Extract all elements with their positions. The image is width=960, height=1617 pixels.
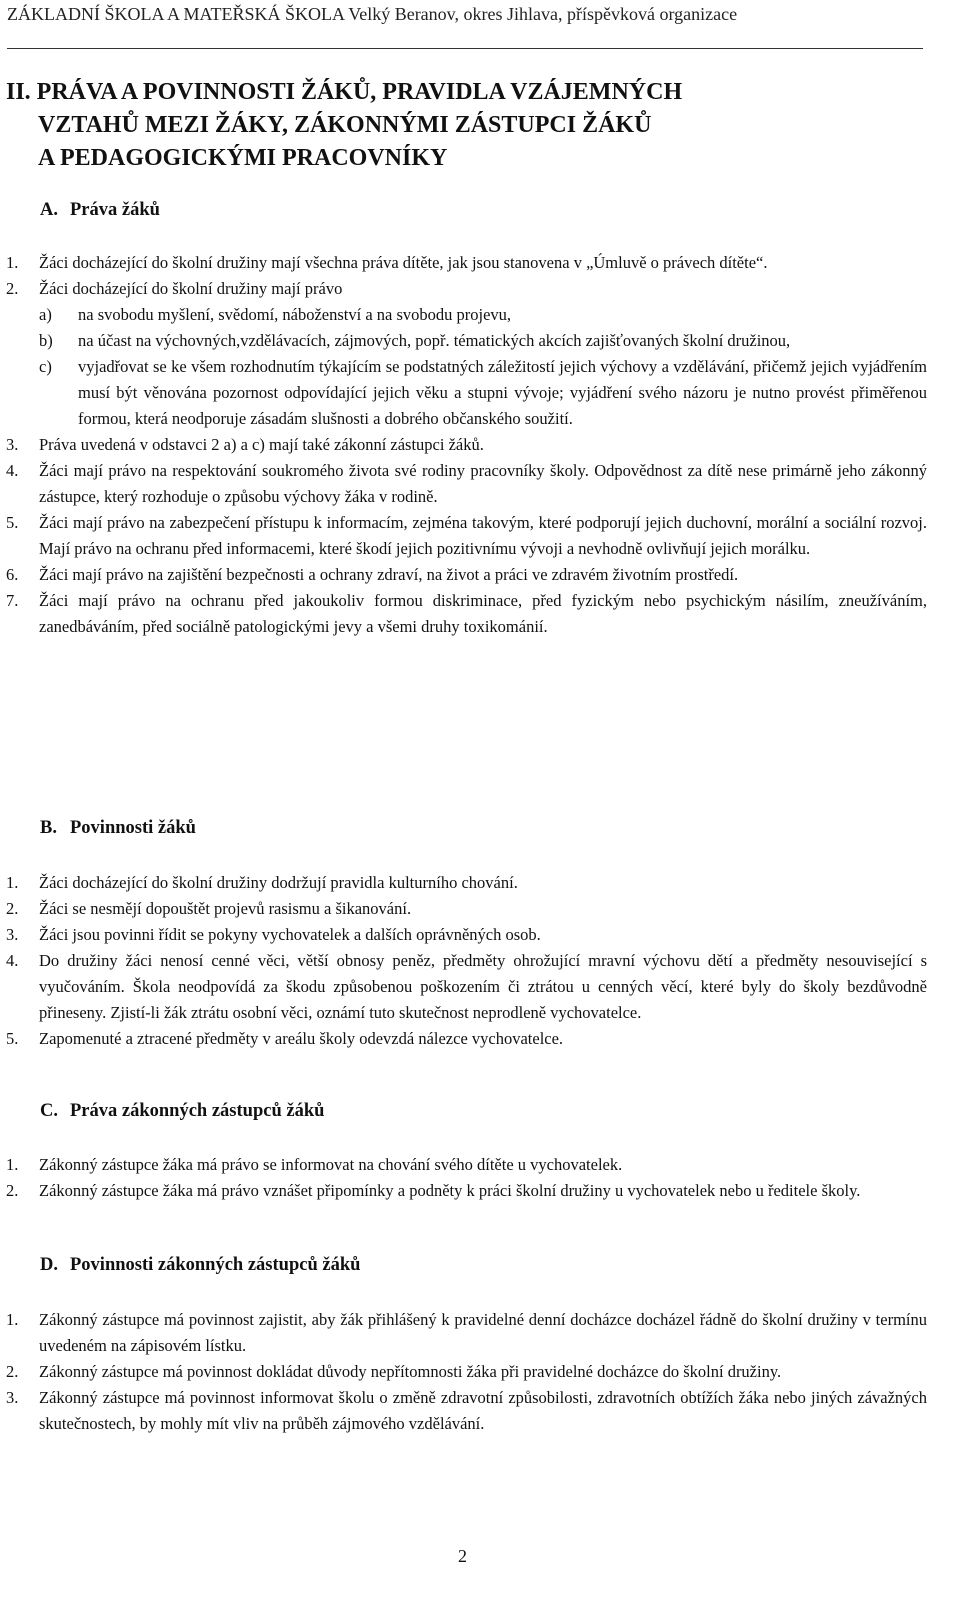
sub-item-letter: a) bbox=[39, 305, 52, 324]
section-a-letter: A. bbox=[40, 200, 58, 220]
item-number: 4. bbox=[6, 461, 19, 480]
sub-item bbox=[39, 328, 927, 354]
item-number: 5. bbox=[6, 513, 19, 532]
item-text: Do družiny žáci nenosí cenné věci, větší obnosy peněz, předměty ohrožující mravní výchovu dětí a předměty nesouvisející s vyučováním. Škola neodpovídá za škodu způsobenou poškozením či ztrátou u cenných věcí, které byly do školy bezdůvodně přineseny. Zjistí-li žák ztrátu osobní věci, oznámí tuto skutečnost neprodleně vychovatelce. bbox=[39, 951, 927, 1022]
list-item bbox=[0, 1307, 927, 1359]
list-item bbox=[0, 588, 927, 640]
item-number: 1. bbox=[6, 873, 19, 892]
list-item bbox=[0, 870, 927, 896]
item-number: 3. bbox=[6, 1388, 19, 1407]
section-c-heading bbox=[40, 1101, 324, 1122]
chapter-title-line-1: II. PRÁVA A POVINNOSTI ŽÁKŮ, PRAVIDLA VZÁJEMNÝCH bbox=[6, 79, 683, 105]
sub-item-text: na účast na výchovných,vzdělávacích, zájmových, popř. tématických akcích zajišťovaných školní družinou, bbox=[78, 331, 791, 350]
item-number: 1. bbox=[6, 1310, 19, 1329]
item-number: 7. bbox=[6, 591, 19, 610]
item-text: Zákonný zástupce žáka má právo vznášet připomínky a podněty k práci školní družiny u vychovatelek nebo u ředitele školy. bbox=[39, 1181, 861, 1200]
item-number: 5. bbox=[6, 1029, 19, 1048]
item-text: Žáci mají právo na ochranu před jakoukoliv formou diskriminace, před fyzickým nebo psychickým násilím, zneužíváním, zanedbáváním, před sociálně patologickými jevy a všemi druhy toxikománií. bbox=[39, 591, 927, 636]
section-a-title: Práva žáků bbox=[70, 200, 160, 220]
sub-item-letter: b) bbox=[39, 331, 53, 350]
list-item bbox=[0, 562, 927, 588]
section-b-list bbox=[0, 870, 960, 1052]
list-item bbox=[0, 432, 927, 458]
list-item bbox=[0, 250, 927, 276]
chapter-title-line-3: A PEDAGOGICKÝMI PRACOVNÍKY bbox=[38, 145, 448, 171]
page-number: 2 bbox=[458, 1546, 467, 1566]
chapter-title-line-2: VZTAHŮ MEZI ŽÁKY, ZÁKONNÝMI ZÁSTUPCI ŽÁKŮ bbox=[38, 112, 652, 138]
item-text: Žáci docházející do školní družiny mají právo bbox=[39, 279, 343, 298]
item-text: Žáci mají právo na zajištění bezpečnosti a ochrany zdraví, na život a práci ve zdravém životním prostředí. bbox=[39, 565, 739, 584]
item-text: Žáci mají právo na respektování soukromého života své rodiny pracovníky školy. Odpovědnost za dítě nese primárně jeho zákonný zástupce, který rozhoduje o způsobu výchovy žáka v rodině. bbox=[39, 461, 927, 506]
header-rule bbox=[7, 48, 923, 49]
item-text: Práva uvedená v odstavci 2 a) a c) mají také zákonní zástupci žáků. bbox=[39, 435, 484, 454]
item-text: Zákonný zástupce žáka má právo se informovat na chování svého dítěte u vychovatelek. bbox=[39, 1155, 623, 1174]
list-item bbox=[0, 948, 927, 1026]
section-b-heading bbox=[40, 818, 196, 839]
list-item bbox=[0, 1178, 927, 1204]
item-number: 3. bbox=[6, 435, 19, 454]
item-number: 3. bbox=[6, 925, 19, 944]
item-text: Zákonný zástupce má povinnost zajistit, aby žák přihlášený k pravidelné denní docházce docházel řádně do školní družiny v termínu uvedeném na zápisovém lístku. bbox=[39, 1310, 927, 1355]
sub-item bbox=[39, 354, 927, 432]
item-text: Zákonný zástupce má povinnost dokládat důvody nepřítomnosti žáka při pravidelné docházce do školní družiny. bbox=[39, 1362, 782, 1381]
sub-item-text: vyjadřovat se ke všem rozhodnutím týkajícím se podstatných záležitostí jejich výchovy a vzdělávání, přičemž jejich vyjádřením musí být věnována pozornost odpovídající jejich věku a stupni vývoje; vyjádření svého názoru je nutno provést přiměřenou formou, která neodporuje zásadám slušnosti a dobrého občanského soužití. bbox=[78, 357, 927, 428]
item-number: 2. bbox=[6, 279, 19, 298]
list-item bbox=[0, 276, 927, 432]
section-c-title: Práva zákonných zástupců žáků bbox=[70, 1101, 325, 1121]
section-d-heading bbox=[40, 1255, 360, 1276]
section-b-title: Povinnosti žáků bbox=[70, 818, 196, 838]
list-item bbox=[0, 1359, 927, 1385]
chapter-title bbox=[6, 76, 886, 175]
item-text: Zapomenuté a ztracené předměty v areálu školy odevzdá nálezce vychovatelce. bbox=[39, 1029, 564, 1048]
sub-item bbox=[39, 302, 927, 328]
document-header: ZÁKLADNÍ ŠKOLA A MATEŘSKÁ ŠKOLA Velký Beranov, okres Jihlava, příspěvková organizace bbox=[7, 4, 738, 24]
section-b-letter: B. bbox=[40, 818, 57, 838]
item-text: Žáci docházející do školní družiny mají všechna práva dítěte, jak jsou stanovena v „Úmluvě o právech dítěte“. bbox=[39, 253, 768, 272]
list-item bbox=[0, 510, 927, 562]
item-text: Žáci se nesmějí dopouštět projevů rasismu a šikanování. bbox=[39, 899, 412, 918]
item-number: 2. bbox=[6, 1362, 19, 1381]
list-item bbox=[0, 458, 927, 510]
list-item bbox=[0, 896, 927, 922]
item-number: 1. bbox=[6, 1155, 19, 1174]
sub-item-text: na svobodu myšlení, svědomí, náboženství a na svobodu projevu, bbox=[78, 305, 512, 324]
list-item bbox=[0, 1026, 927, 1052]
item-text: Zákonný zástupce má povinnost informovat školu o změně zdravotní způsobilosti, zdravotních obtížích žáka nebo jiných závažných skutečnostech, by mohly mít vliv na průběh zájmového vzdělávání. bbox=[39, 1388, 927, 1433]
list-item bbox=[0, 1152, 927, 1178]
item-number: 2. bbox=[6, 1181, 19, 1200]
list-item bbox=[0, 922, 927, 948]
section-d-title: Povinnosti zákonných zástupců žáků bbox=[70, 1255, 361, 1275]
section-a-list bbox=[0, 250, 960, 640]
section-d-letter: D. bbox=[40, 1255, 58, 1275]
item-text: Žáci jsou povinni řídit se pokyny vychovatelek a dalších oprávněných osob. bbox=[39, 925, 541, 944]
item-number: 4. bbox=[6, 951, 19, 970]
item-text: Žáci docházející do školní družiny dodržují pravidla kulturního chování. bbox=[39, 873, 518, 892]
item-number: 6. bbox=[6, 565, 19, 584]
section-c-letter: C. bbox=[40, 1101, 58, 1121]
item-number: 2. bbox=[6, 899, 19, 918]
section-c-list bbox=[0, 1152, 960, 1204]
item-number: 1. bbox=[6, 253, 19, 272]
sub-item-letter: c) bbox=[39, 357, 52, 376]
list-item bbox=[0, 1385, 927, 1437]
section-a-heading bbox=[40, 200, 160, 221]
section-d-list bbox=[0, 1307, 960, 1437]
item-text: Žáci mají právo na zabezpečení přístupu k informacím, zejména takovým, které podporují jejich duchovní, morální a sociální rozvoj. Mají právo na ochranu před informacemi, které škodí jejich pozitivnímu vývoji a nevhodně ovlivňují jejich morálku. bbox=[39, 513, 927, 558]
